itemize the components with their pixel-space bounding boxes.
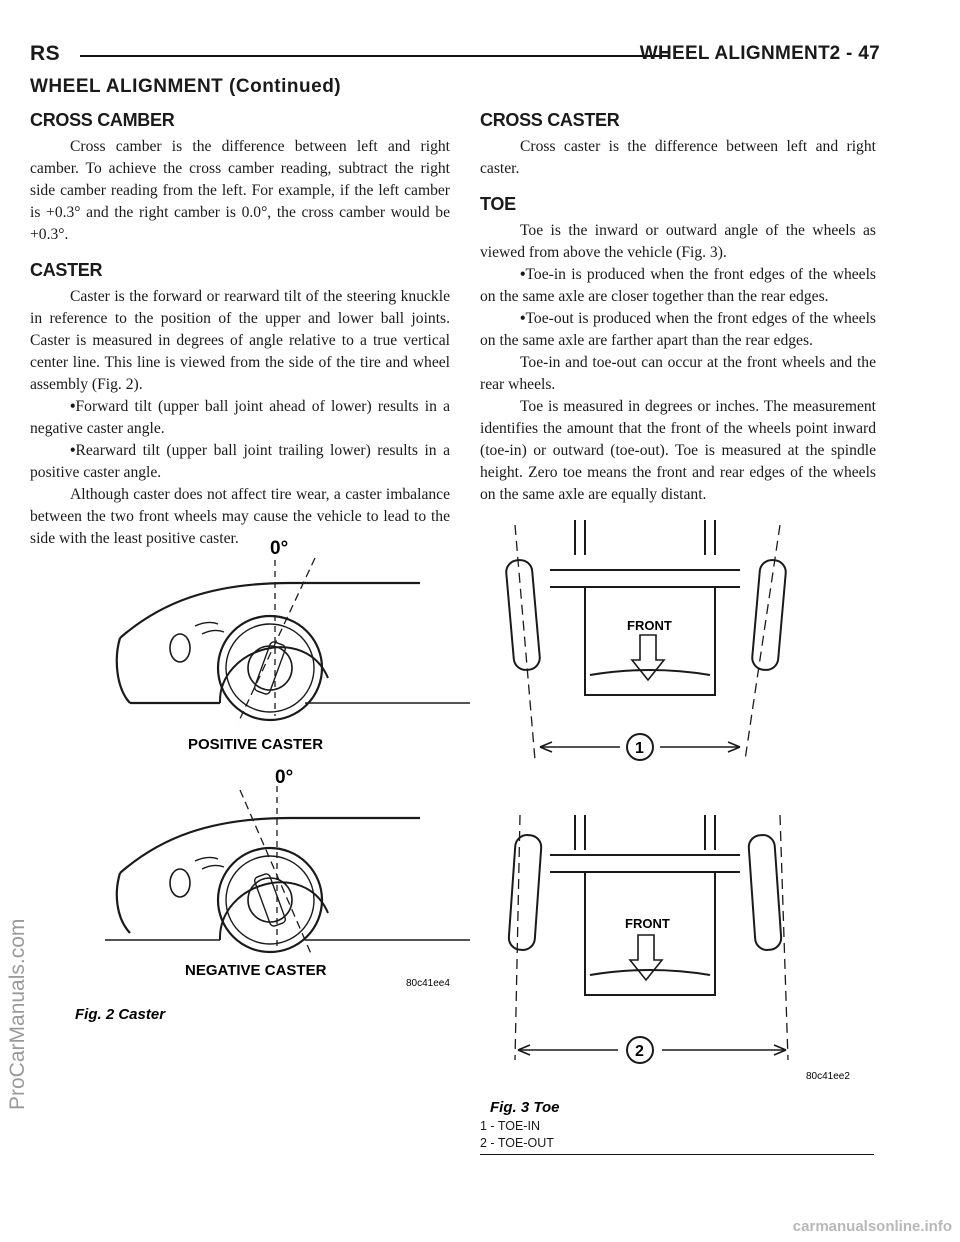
toe-para-2: Toe-in and toe-out can occur at the front wheels and the rear wheels. [480, 354, 876, 393]
bottom-watermark: carmanualsonline.info [792, 1218, 952, 1235]
fig3-callout-1: 1 [635, 740, 644, 757]
page-title: WHEEL ALIGNMENT [639, 43, 830, 64]
section-code: RS [30, 42, 61, 65]
fig3-svg [490, 515, 890, 1115]
fig2-angle-top: 0° [270, 538, 289, 559]
fig3-callout-2: 2 [635, 1043, 644, 1060]
bullet-icon: • [520, 310, 526, 327]
fig3-caption: Fig. 3 Toe [490, 1099, 560, 1116]
fig2-label-negative: NEGATIVE CASTER [185, 962, 327, 979]
caster-heading: CASTER [30, 260, 103, 280]
caster-bullet-2: •Rearward tilt (upper ball joint trailing lower) results in a positive caster angle. [30, 442, 450, 481]
toe-heading: TOE [480, 194, 516, 214]
toe-para-3: Toe is measured in degrees or inches. The measurement identifies the amount that the front of the wheels point inward (toe-in) or outward (toe-out). Toe is measured at the spindle height. Zero toe means the front and rear edges of the wheels on the same axle are equally distant. [480, 398, 876, 503]
bullet-icon: • [70, 398, 76, 415]
legend-item-toe-in: 1 - TOE-IN [480, 1119, 540, 1133]
continued-heading: WHEEL ALIGNMENT (Continued) [30, 76, 342, 97]
fig2-caption: Fig. 2 Caster [75, 1006, 166, 1023]
right-column [480, 110, 876, 506]
caster-bullet-1: •Forward tilt (upper ball joint ahead of lower) results in a negative caster angle. [30, 398, 450, 437]
caster-closing: Although caster does not affect tire wear, a caster imbalance between the two front wheels may cause the vehicle to lead to the side with the least positive caster. [30, 486, 450, 547]
cross-camber-heading: CROSS CAMBER [30, 110, 175, 130]
fig3-legend [480, 1118, 874, 1155]
fig2-svg [75, 528, 475, 1028]
legend-item-toe-out: 2 - TOE-OUT [480, 1135, 874, 1155]
caster-intro: Caster is the forward or rearward tilt of the steering knuckle in reference to the position of the upper and lower ball joints. Caster is measured in degrees of angle relative to a true vertical center line. This line is viewed from the side of the tire and wheel assembly (Fig. 2). [30, 288, 450, 393]
bullet-icon: • [70, 442, 76, 459]
bullet-icon: • [520, 266, 526, 283]
toe-bullet-1: •Toe-in is produced when the front edges of the wheels on the same axle are closer together than the rear edges. [480, 266, 876, 305]
cross-camber-text: Cross camber is the difference between left and right camber. To achieve the cross camber reading, subtract the right side camber reading from the left. For example, if the left camber is +0.3° and the right camber is 0.0°, the cross camber would be +0.3°. [30, 138, 450, 243]
cross-caster-heading: CROSS CASTER [480, 110, 620, 130]
fig3-front-label-top: FRONT [627, 618, 672, 633]
fig2-label-positive: POSITIVE CASTER [188, 736, 324, 753]
fig2-caster-illustration [75, 528, 475, 1028]
header-rule [80, 55, 670, 57]
fig2-angle-bottom: 0° [275, 767, 294, 788]
left-column [30, 110, 450, 550]
side-watermark: ProCarManuals.com [6, 918, 29, 1110]
toe-bullet-2: •Toe-out is produced when the front edges of the wheels on the same axle are farther apart than the rear edges. [480, 310, 876, 349]
fig2-part-code: 80c41ee4 [406, 978, 450, 989]
page-number: 2 - 47 [829, 43, 880, 64]
fig3-toe-illustration [490, 515, 890, 1115]
fig3-front-label-bottom: FRONT [625, 916, 670, 931]
fig3-part-code: 80c41ee2 [806, 1071, 850, 1082]
toe-intro: Toe is the inward or outward angle of the wheels as viewed from above the vehicle (Fig. 3). [480, 222, 876, 261]
cross-caster-text: Cross caster is the difference between left and right caster. [480, 138, 876, 177]
